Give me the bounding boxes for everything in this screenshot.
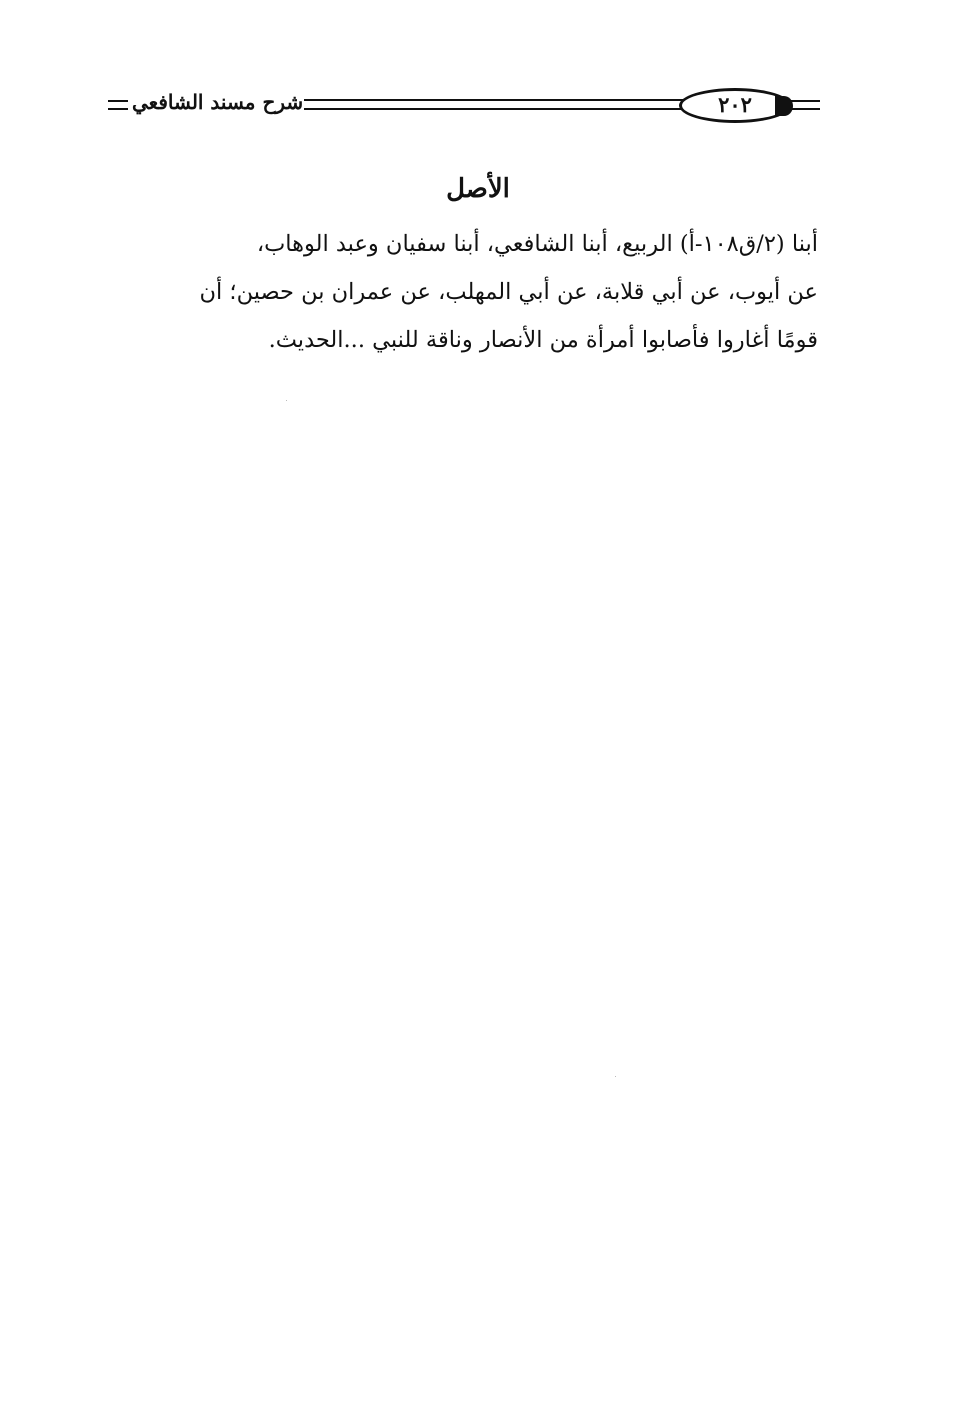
body-line: عن أيوب، عن أبي قلابة، عن أبي المهلب، عن عمران بن حصين؛ أن (199, 279, 818, 305)
book-title: شرح مسند الشافعي (132, 90, 304, 114)
header-right-double-rule (791, 100, 820, 110)
page-number-oval (679, 88, 791, 123)
section-title: الأصل (446, 174, 510, 204)
running-header (108, 84, 820, 128)
scan-speck (615, 1076, 616, 1077)
body-line: أبنا (٢/ق١٠٨-أ) الربيع، أبنا الشافعي، أبنا سفيان وعبد الوهاب، (256, 231, 818, 257)
page-number: ٢٠٢ (718, 92, 752, 117)
body-line: قومًا أغاروا فأصابوا أمرأة من الأنصار وناقة للنبي ...الحديث. (268, 327, 818, 353)
body-paragraph (110, 220, 818, 364)
scan-speck (286, 400, 287, 401)
header-left-double-rule (108, 100, 128, 110)
